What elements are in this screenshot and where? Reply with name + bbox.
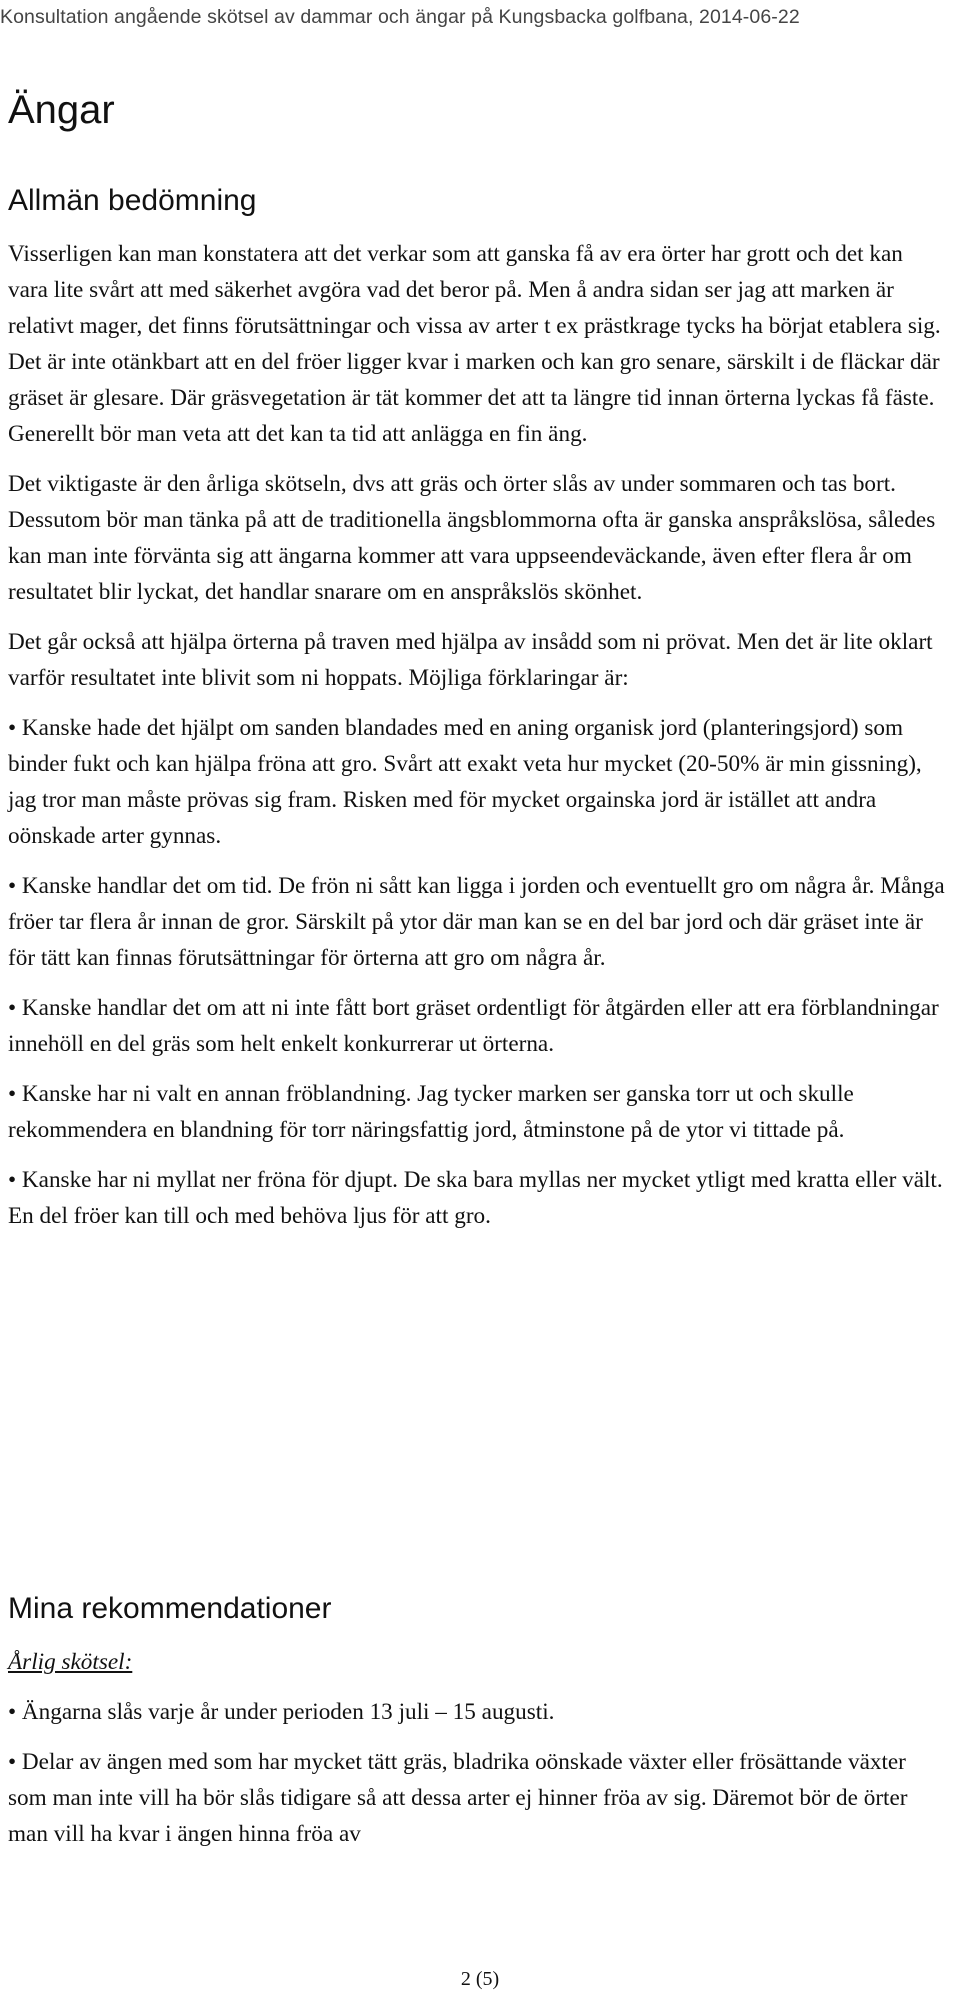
paragraph: Det går också att hjälpa örterna på traven med hjälpa av insådd som ni prövat. Men det är lite oklart varför resultatet inte blivit som ni hoppats. Möjliga förklaringar är: — [8, 629, 933, 691]
section-heading-recommendations: Mina rekommendationer — [8, 1592, 332, 1625]
paragraph: Visserligen kan man konstatera att det verkar som att ganska få av era örter har grott och det kan vara lite svårt att med säkerhet avgöra vad det beror på. Men å andra sidan ser jag att marken är relativt mager, det finns förutsättningar och vissa av arter t ex prästkrage tycks ha börjat etablera sig. Det är inte otänkbart att en del fröer ligger kvar i marken och kan gro senare, särskilt i de fläckar där gräset är glesare. Där gräsvegetation är tät kommer det att ta längre tid innan örterna lyckas få fäste. Generellt bör man veta att det kan ta tid att anlägga en fin äng. — [8, 241, 941, 447]
subsection-label: Årlig skötsel: — [8, 1649, 133, 1675]
section-heading-general-assessment: Allmän bedömning — [8, 184, 257, 217]
bullet-item: • Kanske har ni myllat ner fröna för djupt. De ska bara myllas ner mycket ytligt med kratta eller vält. En del fröer kan till och med behöva ljus för att gro. — [8, 1167, 943, 1229]
bullet-item: • Ängarna slås varje år under perioden 13 juli – 15 augusti. — [8, 1699, 555, 1725]
bullet-item: • Kanske har ni valt en annan fröblandning. Jag tycker marken ser ganska torr ut och skulle rekommendera en blandning för torr näringsfattig jord, åtminstone på de ytor vi tittade på. — [8, 1081, 854, 1143]
bullet-item: • Kanske hade det hjälpt om sanden blandades med en aning organisk jord (planteringsjord) som binder fukt och kan hjälpa fröna att gro. Svårt att exakt veta hur mycket (20-50% är min gissning), jag tror man måste prövas sig fram. Risken med för mycket orgainska jord är istället att andra oönskade arter gynnas. — [8, 715, 922, 849]
bullet-item: • Kanske handlar det om tid. De frön ni sått kan ligga i jorden och eventuellt gro om några år. Många fröer tar flera år innan de gror. Särskilt på ytor där man kan se en del bar jord och där gräset inte är för tätt kan finnas förutsättningar för örterna att gro om några år. — [8, 873, 945, 971]
section-recommendations-body — [8, 1644, 948, 1866]
page-number: 2 (5) — [460, 1968, 500, 1990]
running-header: Konsultation angående skötsel av dammar och ängar på Kungsbacka golfbana, 2014-06-22 — [0, 6, 800, 28]
bullet-item: • Delar av ängen med som har mycket tätt gräs, bladrika oönskade växter eller frösättande växter som man inte vill ha bör slås tidigare så att dessa arter ej hinner fröa av sig. Däremot bör de örter man vill ha kvar i ängen hinna fröa av — [8, 1749, 908, 1847]
section-general-assessment-body — [8, 236, 948, 1248]
bullet-item: • Kanske handlar det om att ni inte fått bort gräset ordentligt för åtgärden eller att era förblandningar innehöll en del gräs som helt enkelt konkurrerar ut örterna. — [8, 995, 939, 1057]
page-title: Ängar — [8, 88, 115, 132]
paragraph: Det viktigaste är den årliga skötseln, dvs att gräs och örter slås av under sommaren och tas bort. Dessutom bör man tänka på att de traditionella ängsblommorna ofta är ganska anspråkslösa, således kan man inte förvänta sig att ängarna kommer att vara uppseendeväckande, även efter flera år om resultatet blir lyckat, det handlar snarare om en anspråkslös skönhet. — [8, 471, 936, 605]
